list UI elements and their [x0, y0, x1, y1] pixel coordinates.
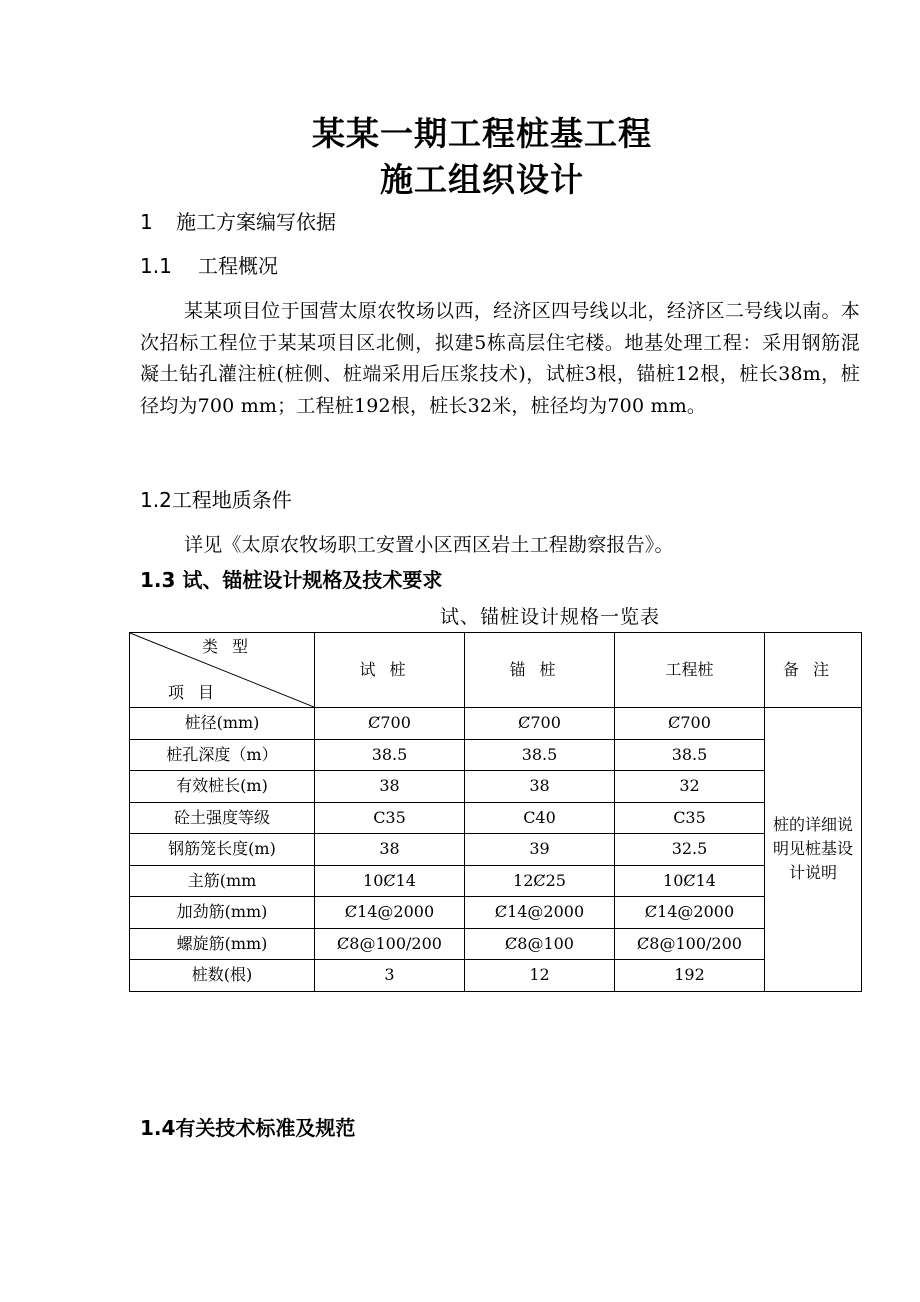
- row-item: 钢筋笼长度(m): [130, 834, 315, 866]
- table-row: [130, 771, 862, 803]
- row-anchor-pile-value: C40: [465, 802, 615, 834]
- section-title: 工程概况: [198, 254, 278, 278]
- document-title: 某某一期工程桩基工程: [312, 114, 652, 153]
- section-title: 施工方案编写依据: [176, 210, 336, 234]
- row-item: 桩径(mm): [130, 708, 315, 740]
- row-test-pile-value: 38: [315, 834, 465, 866]
- table-row: [130, 708, 862, 740]
- table-row: [130, 739, 862, 771]
- row-test-pile-value: Ȼ8@100/200: [315, 928, 465, 960]
- section-title: 工程地质条件: [171, 488, 292, 512]
- row-test-pile-value: 10Ȼ14: [315, 865, 465, 897]
- diagonal-header-cell: [130, 633, 315, 708]
- row-anchor-pile-value: Ȼ700: [465, 708, 615, 740]
- row-item: 有效桩长(m): [130, 771, 315, 803]
- row-test-pile-value: 38.5: [315, 739, 465, 771]
- header-note: 备注: [765, 633, 862, 708]
- section-heading-1-3: [140, 566, 442, 594]
- project-overview-paragraph: 某某项目位于国营太原农牧场以西，经济区四号线以北，经济区二号线以南。本次招标工程位于某某项目区北侧，拟建5栋高层住宅楼。地基处理工程：采用钢筋混凝土钻孔灌注桩(桩侧、桩端采用后压浆技术)，试桩3根，锚桩12根，桩长38m，桩径均为700 mm；工程桩192根，桩长32米，桩径均为700 mm。: [140, 300, 860, 417]
- section-number: 1.4: [140, 1116, 176, 1140]
- section-title: 有关技术标准及规范: [175, 1116, 356, 1140]
- row-engineering-pile-value: 32: [615, 771, 765, 803]
- table-row: [130, 960, 862, 992]
- header-test-pile: 试桩: [315, 633, 465, 708]
- table-row: [130, 802, 862, 834]
- row-engineering-pile-value: Ȼ14@2000: [615, 897, 765, 929]
- table-header-row: [130, 633, 862, 708]
- header-type-label: 类型: [201, 637, 262, 656]
- table-row: [130, 834, 862, 866]
- table-row: [130, 897, 862, 929]
- row-anchor-pile-value: 38.5: [465, 739, 615, 771]
- row-anchor-pile-value: Ȼ8@100: [465, 928, 615, 960]
- row-engineering-pile-value: Ȼ700: [615, 708, 765, 740]
- row-engineering-pile-value: 192: [615, 960, 765, 992]
- row-item: 桩孔深度（m）: [130, 739, 315, 771]
- section-heading-1: [140, 208, 336, 236]
- header-engineering-pile: 工程桩: [615, 633, 765, 708]
- table-caption: 试、锚桩设计规格一览表: [440, 606, 661, 628]
- pile-spec-table: [129, 632, 862, 992]
- row-engineering-pile-value: 10Ȼ14: [615, 865, 765, 897]
- section-number: 1.3: [140, 568, 176, 592]
- header-anchor-pile: 锚桩: [465, 633, 615, 708]
- document-subtitle: 施工组织设计: [380, 160, 584, 199]
- section-number: 1.2: [140, 488, 172, 512]
- row-test-pile-value: 3: [315, 960, 465, 992]
- section-heading-1-1: [140, 252, 278, 280]
- row-anchor-pile-value: 12Ȼ25: [465, 865, 615, 897]
- row-anchor-pile-value: Ȼ14@2000: [465, 897, 615, 929]
- header-item-label: 项目: [168, 683, 229, 702]
- row-engineering-pile-value: Ȼ8@100/200: [615, 928, 765, 960]
- note-cell: 桩的详细说明见桩基设计说明: [765, 708, 862, 992]
- section-heading-1-4: [140, 1114, 355, 1142]
- row-item: 桩数(根): [130, 960, 315, 992]
- row-test-pile-value: C35: [315, 802, 465, 834]
- row-test-pile-value: Ȼ14@2000: [315, 897, 465, 929]
- section-title: 试、锚桩设计规格及技术要求: [182, 568, 443, 592]
- row-test-pile-value: 38: [315, 771, 465, 803]
- row-anchor-pile-value: 12: [465, 960, 615, 992]
- row-item: 主筋(mm: [130, 865, 315, 897]
- table-row: [130, 928, 862, 960]
- row-test-pile-value: Ȼ700: [315, 708, 465, 740]
- row-engineering-pile-value: 32.5: [615, 834, 765, 866]
- row-engineering-pile-value: 38.5: [615, 739, 765, 771]
- row-engineering-pile-value: C35: [615, 802, 765, 834]
- row-item: 螺旋筋(mm): [130, 928, 315, 960]
- section-number: 1: [140, 210, 153, 234]
- table-row: [130, 865, 862, 897]
- geology-paragraph: 详见《太原农牧场职工安置小区西区岩土工程勘察报告》。: [184, 534, 674, 556]
- row-item: 加劲筋(mm): [130, 897, 315, 929]
- row-anchor-pile-value: 38: [465, 771, 615, 803]
- row-item: 砼土强度等级: [130, 802, 315, 834]
- row-anchor-pile-value: 39: [465, 834, 615, 866]
- section-number: 1.1: [140, 254, 172, 278]
- section-heading-1-2: [140, 486, 292, 514]
